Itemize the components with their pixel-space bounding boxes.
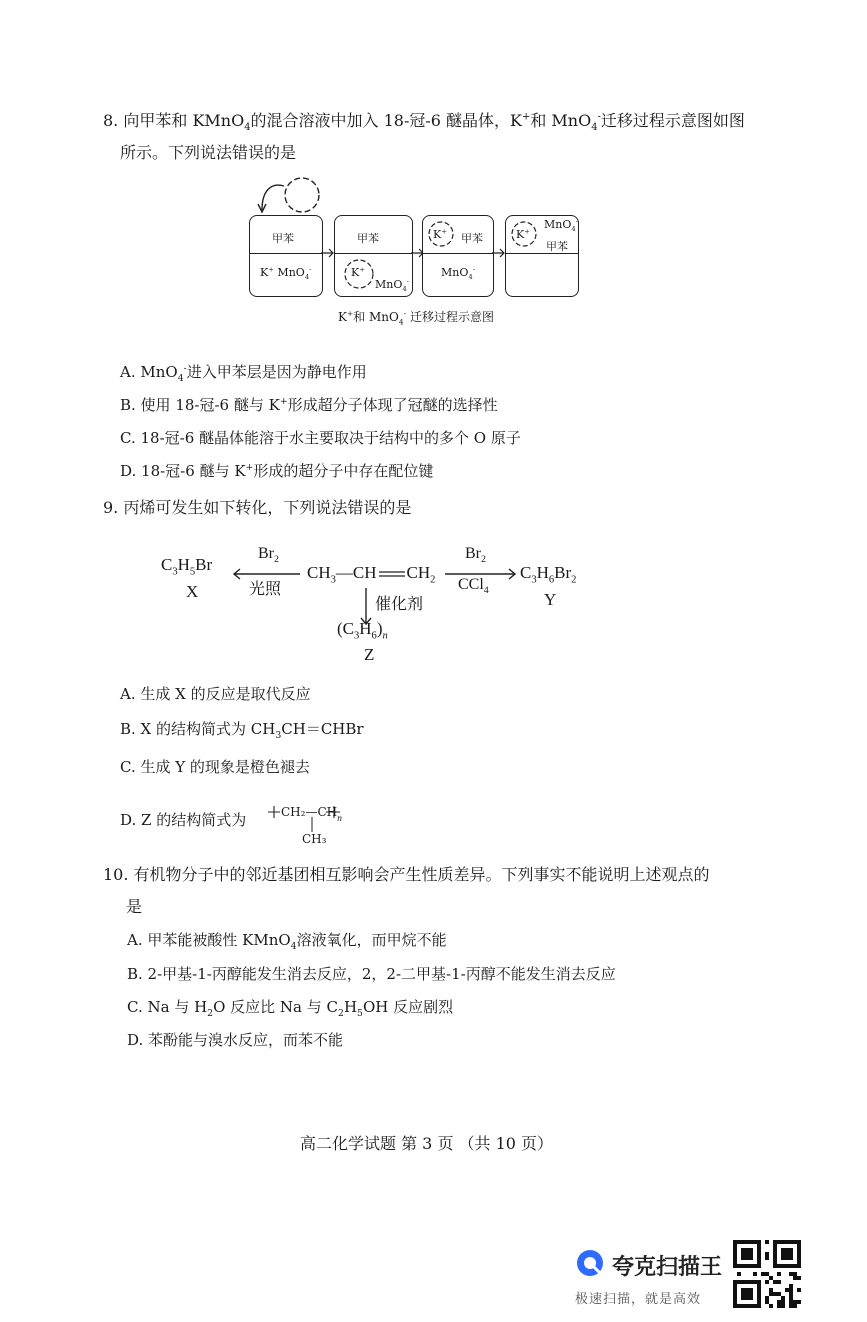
product-z-formula: $(C_3H_6)_n$: [337, 619, 388, 642]
permanganate-label: MnO$_4$-: [441, 265, 476, 282]
polymer-main-chain: CH₂—CH: [281, 805, 338, 819]
product-y-label: Y: [544, 590, 557, 609]
qr-code-icon: [733, 1240, 801, 1308]
q10-option-c: C. Na 与 $H_2O$ 反应比 Na 与 $C_2H_5OH$ 反应剧烈: [127, 998, 454, 1019]
polymer-n: n: [337, 814, 343, 823]
product-z-label: Z: [364, 645, 375, 664]
brand-name: 夸克扫描王: [612, 1255, 723, 1280]
aqueous-ions-label: K+ MnO$_4$-: [260, 265, 312, 282]
q10-option-a: A. 甲苯能被酸性 KMnO$_4$溶液氧化，而甲烷不能: [127, 931, 447, 952]
product-x-label: X: [186, 582, 199, 601]
q9-option-a: A. 生成 X 的反应是取代反应: [120, 685, 311, 703]
quark-logo-icon: [575, 1248, 605, 1278]
arrow-right-icon: [321, 248, 335, 258]
right-reagent: $Br_2$: [465, 545, 486, 566]
polymer-methyl-branch: CH₃: [302, 832, 327, 846]
q9-stem: 9. 丙烯可发生如下转化，下列说法错误的是: [103, 498, 412, 517]
q9-option-c: C. 生成 Y 的现象是橙色褪去: [120, 758, 310, 776]
stage-box-2: [334, 215, 413, 297]
arrow-right-icon: [492, 248, 506, 258]
page-footer: 高二化学试题 第 3 页 （共 10 页）: [300, 1134, 554, 1153]
toluene-layer-label: 甲苯: [357, 232, 379, 245]
q9-option-b: B. X 的结构简式为 $CH_3CH=CHBr$: [120, 720, 364, 741]
q9-option-d: D. Z 的结构简式为: [120, 811, 247, 829]
q8-stem-line2: 所示。下列说法错误的是: [120, 143, 297, 162]
stage-box-4: [505, 215, 579, 297]
crown-ether-molecule-icon: [250, 168, 330, 218]
q8-option-c: C. 18-冠-6 醚晶体能溶于水主要取决于结构中的多个 O 原子: [120, 429, 521, 447]
potassium-ion-label: K+: [433, 227, 447, 241]
diagram-caption: K+和 MnO$_4$- 迁移过程示意图: [338, 309, 494, 327]
product-x-formula: $C_3H_5Br$: [161, 555, 213, 578]
stage-box-1: [249, 215, 323, 297]
right-condition: CCl$_4$: [458, 576, 489, 597]
q8-option-d: D. 18-冠-6 醚与 K+形成的超分子中存在配位键: [120, 462, 434, 480]
toluene-layer-label: 甲苯: [461, 232, 483, 245]
permanganate-label: MnO$_4$-: [375, 277, 410, 294]
toluene-layer-label: 甲苯: [546, 240, 568, 253]
left-condition: 光照: [249, 579, 282, 598]
stage-box-3: [422, 215, 494, 297]
propene-formula: $CH_3—CH$ $CH_2$: [307, 563, 436, 586]
toluene-layer-label: 甲苯: [272, 232, 294, 245]
q8-option-a: A. MnO$_4$-进入甲苯层是因为静电作用: [120, 363, 367, 384]
potassium-ion-label: K+: [516, 227, 530, 241]
branch-bond-icon: [310, 818, 314, 832]
permanganate-label: MnO$_4$-: [544, 217, 579, 234]
q10-stem-line1: 10. 有机物分子中的邻近基团相互影响会产生性质差异。下列事实不能说明上述观点的: [103, 865, 710, 884]
q8-option-b: B. 使用 18-冠-6 醚与 K+形成超分子体现了冠醚的选择性: [120, 396, 498, 414]
q10-stem-line2: 是: [126, 897, 143, 916]
potassium-ion-label: K+: [351, 265, 365, 279]
q8-stem-line1: 8. 向甲苯和 KMnO$_4$的混合溶液中加入 18-冠-6 醚晶体，K+和 MnO$_4$-迁移过程示意图如图: [103, 111, 745, 134]
q10-option-d: D. 苯酚能与溴水反应，而苯不能: [127, 1031, 344, 1049]
down-condition: 催化剂: [375, 594, 424, 613]
brand-slogan: 极速扫描，就是高效: [575, 1292, 702, 1307]
q10-option-b: B. 2-甲基-1-丙醇能发生消去反应，2，2-二甲基-1-丙醇不能发生消去反应: [127, 965, 616, 983]
left-reagent: $Br_2$: [258, 545, 279, 566]
product-y-formula: $C_3H_6Br_2$: [520, 563, 577, 586]
